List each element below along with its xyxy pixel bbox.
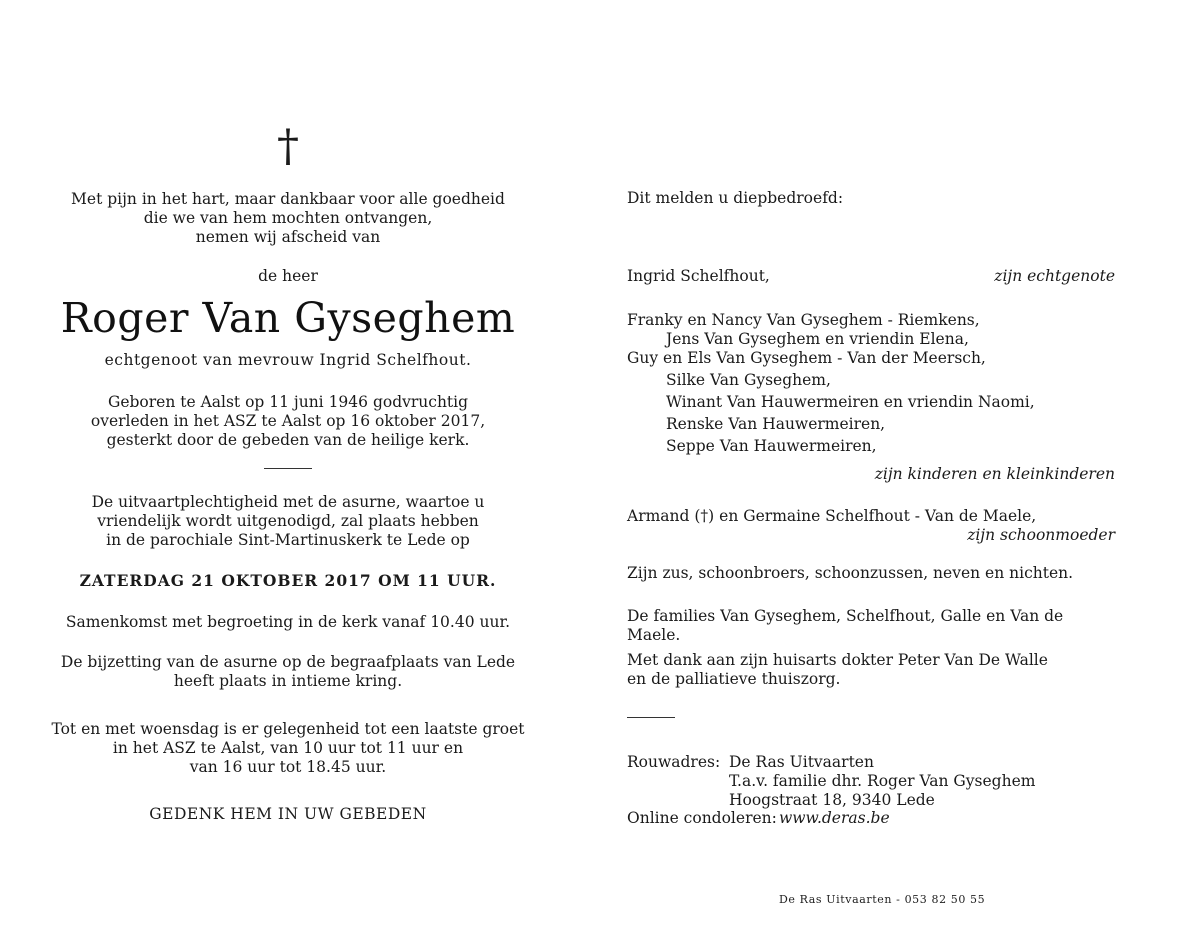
spouse-name: Ingrid Schelfhout, xyxy=(627,267,770,285)
visit-text xyxy=(40,720,536,777)
children-relation: zijn kinderen en kleinkinderen xyxy=(874,465,1115,483)
families-text: De families Van Gyseghem, Schelfhout, Galle en Van de Maele. xyxy=(627,607,1064,644)
online-url[interactable]: www.deras.be xyxy=(779,809,890,827)
divider xyxy=(264,468,312,469)
burial-line: De bijzetting van de asurne op de begraafplaats van Lede xyxy=(60,653,516,671)
birth-death-line: overleden in het ASZ te Aalst op 16 oktober 2017, xyxy=(90,412,486,430)
birth-death-text xyxy=(40,393,536,450)
birth-death-line: gesterkt door de gebeden van de heilige kerk. xyxy=(106,431,470,449)
family-member: Seppe Van Hauwermeiren, xyxy=(666,437,877,455)
salutation: de heer xyxy=(258,267,318,285)
deceased-name: Roger Van Gyseghem xyxy=(60,294,516,342)
birth-death-line: Geboren te Aalst op 11 juni 1946 godvruchtig xyxy=(107,393,469,411)
divider xyxy=(627,717,675,718)
announcement: Dit melden u diepbedroefd: xyxy=(627,189,844,207)
intro-line: nemen wij afscheid van xyxy=(195,228,381,246)
visit-line: Tot en met woensdag is er gelegenheid tot een laatste groet xyxy=(51,720,525,738)
intro-line: Met pijn in het hart, maar dankbaar voor alle goedheid xyxy=(71,190,505,208)
address-block xyxy=(627,753,1115,833)
intro-line: die we van hem mochten ontvangen, xyxy=(143,209,433,227)
invitation-line: vriendelijk wordt uitgenodigd, zal plaats hebben xyxy=(97,512,479,530)
cross-icon: † xyxy=(277,121,299,172)
visit-line: in het ASZ te Aalst, van 10 uur tot 11 uur en xyxy=(112,739,464,757)
family-member: Winant Van Hauwermeiren en vriendin Naomi, xyxy=(666,393,1035,411)
family-member: Jens Van Gyseghem en vriendin Elena, xyxy=(666,330,969,348)
thanks-text xyxy=(627,651,1115,689)
spouse-relation: zijn echtgenote xyxy=(994,267,1115,285)
family-member: Guy en Els Van Gyseghem - Van der Meersch, xyxy=(627,349,986,367)
inlaws-name: Armand (†) en Germaine Schelfhout - Van de Maele, xyxy=(627,507,1037,525)
closing-text: GEDENK HEM IN UW GEBEDEN xyxy=(149,805,427,823)
address-line: T.a.v. familie dhr. Roger Van Gyseghem xyxy=(729,772,1036,790)
visit-line: van 16 uur tot 18.45 uur. xyxy=(189,758,387,776)
thanks-line: en de palliatieve thuiszorg. xyxy=(627,670,841,688)
address-line: Hoogstraat 18, 9340 Lede xyxy=(729,791,935,809)
online-label: Online condoleren: xyxy=(627,809,777,827)
siblings-text: Zijn zus, schoonbroers, schoonzussen, neven en nichten. xyxy=(627,564,1074,582)
invitation-line: in de parochiale Sint-Martinuskerk te Lede op xyxy=(106,531,470,549)
spouse-entry xyxy=(627,267,1115,286)
inlaws-relation: zijn schoonmoeder xyxy=(967,526,1115,544)
address-line: De Ras Uitvaarten xyxy=(729,753,874,771)
burial-line: heeft plaats in intieme kring. xyxy=(173,672,403,690)
family-member: Franky en Nancy Van Gyseghem - Riemkens, xyxy=(627,311,980,329)
thanks-line: Met dank aan zijn huisarts dokter Peter Van De Walle xyxy=(627,651,1048,669)
spouse-line: echtgenoot van mevrouw Ingrid Schelfhout. xyxy=(104,351,472,369)
invitation-line: De uitvaartplechtigheid met de asurne, waartoe u xyxy=(91,493,485,511)
family-member: Renske Van Hauwermeiren, xyxy=(666,415,886,433)
invitation-text xyxy=(40,493,536,550)
address-label: Rouwadres: xyxy=(627,753,721,771)
footer-text: De Ras Uitvaarten - 053 82 50 55 xyxy=(779,893,986,906)
gathering-text: Samenkomst met begroeting in de kerk vanaf 10.40 uur. xyxy=(65,613,511,631)
burial-text xyxy=(40,653,536,691)
family-list xyxy=(627,311,1115,456)
funeral-date: ZATERDAG 21 OKTOBER 2017 OM 11 UUR. xyxy=(79,571,497,590)
family-member: Silke Van Gyseghem, xyxy=(666,371,831,389)
intro-text xyxy=(40,190,536,247)
